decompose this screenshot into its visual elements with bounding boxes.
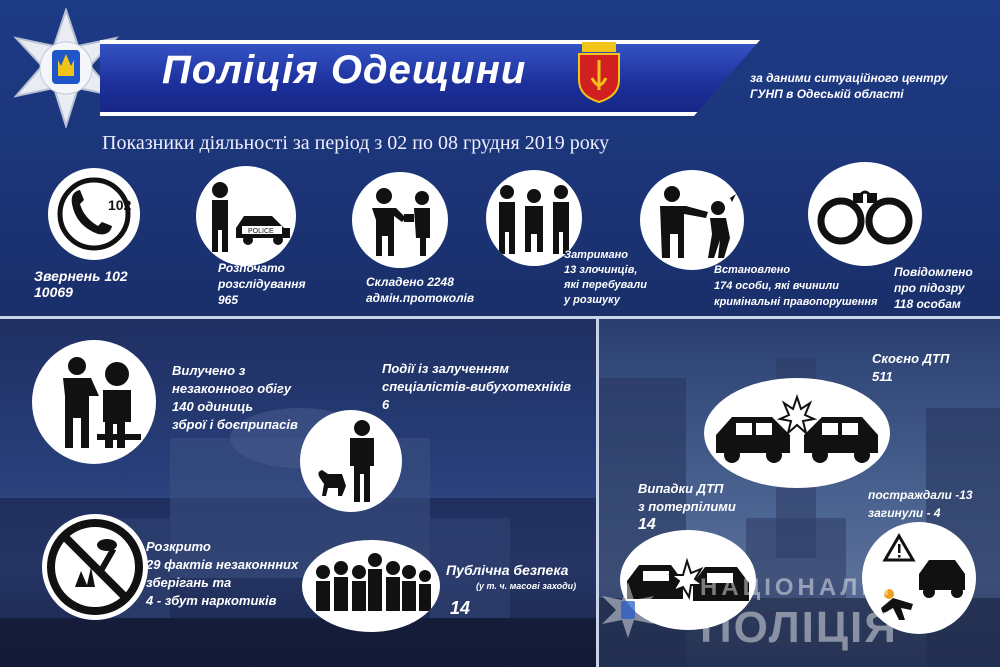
no-drugs-icon [45, 517, 145, 617]
offenders-line: кримінальні правопорушення [714, 296, 878, 308]
crowd-icon [309, 546, 433, 626]
period-heading: Показники діяльності за період з 02 по 08 грудня 2019 року [102, 132, 610, 154]
data-source-note [750, 70, 980, 102]
detained-criminal-icon [491, 178, 577, 258]
detained-label [564, 248, 647, 308]
protocols-circle [352, 172, 448, 268]
weapons-line: Вилучено з [172, 363, 246, 378]
investigations-value: 965 [218, 293, 239, 307]
officer-with-dog-icon [306, 416, 396, 506]
drugs-line: зберігань та [146, 575, 232, 590]
explosives-line: спеціалістів-вибухотехніків [382, 379, 572, 394]
investigations-line: Розпочато [218, 261, 285, 275]
weapons-label [172, 362, 298, 434]
public-safety-title: Публічна безпека [446, 562, 569, 578]
handcuffs-circle [808, 162, 922, 266]
protocols-line: адмін.протоколів [366, 291, 475, 305]
detained-line: у розшуку [564, 294, 620, 306]
explosives-circle [300, 410, 402, 512]
suspicion-label [894, 264, 973, 312]
svg-text:POLICE: POLICE [248, 228, 274, 235]
calls-title: Звернень 102 [34, 268, 128, 284]
calls-value: 10069 [34, 284, 73, 300]
car-crash-icon [710, 393, 884, 473]
detained-line: 13 злочинців, [564, 264, 638, 276]
watermark-line: НАЦІОНАЛЬНА [700, 574, 926, 601]
protocols-line: Складено 2248 [366, 275, 454, 289]
car-crash-circle [704, 378, 890, 488]
accidents-value: 511 [872, 369, 893, 384]
svg-text:102: 102 [108, 197, 132, 213]
public-safety-circle [302, 540, 440, 632]
casualties-label [868, 486, 973, 522]
weapons-line: зброї і боєприпасів [172, 417, 298, 432]
section-divider [0, 316, 1000, 319]
detained-line: Затримано [564, 249, 629, 261]
odesa-coat-of-arms [574, 42, 624, 104]
weapons-line: 140 одиниць [172, 399, 254, 414]
phone-102-circle [48, 168, 140, 260]
accidents-label [872, 350, 949, 386]
public-safety-note: (у т. ч. масові заходи) [476, 581, 577, 591]
source-line: ГУНП в Одеській області [750, 87, 904, 101]
offenders-label [714, 262, 878, 310]
explosives-label [382, 360, 571, 414]
drugs-circle [42, 514, 148, 620]
suspicion-line: Повідомлено [894, 265, 973, 279]
accidents-title: Скоєно ДТП [872, 351, 950, 366]
casualties-line: постраждали -13 [868, 488, 973, 502]
investigations-label [218, 260, 306, 308]
offenders-line: 174 особи, які вчинили [714, 280, 839, 292]
source-line: за даними ситуаційного центру [750, 71, 948, 85]
drugs-label [146, 538, 298, 610]
calls-label [34, 268, 128, 300]
injured-cases-label [638, 480, 736, 534]
suspicion-line: про підозру [894, 281, 965, 295]
page-title: Поліція Одещини [162, 48, 527, 92]
watermark-line: ПОЛІЦІЯ [700, 603, 898, 652]
investigations-line: розслідування [218, 277, 306, 291]
officer-with-detainee-icon [39, 352, 149, 452]
injured-cases-line: з потерпілими [638, 499, 736, 514]
injured-cases-line: Випадки ДТП [638, 481, 724, 496]
police-watermark-emblem [598, 580, 658, 640]
drugs-line: Розкрито [146, 539, 211, 554]
public-safety-label [446, 562, 576, 616]
drugs-line: 29 фактів незаконнних [146, 557, 299, 572]
suspicion-value: 118 особам [894, 297, 961, 311]
phone-icon [54, 174, 134, 254]
weapons-line: незаконного обігу [172, 381, 292, 396]
national-police-watermark [700, 568, 926, 652]
police-officer-car-icon [198, 176, 294, 256]
offenders-line: Встановлено [714, 264, 791, 276]
casualties-line: загинули - 4 [868, 506, 941, 520]
drugs-line: 4 - збут наркотиків [146, 593, 277, 608]
arrest-icon [646, 178, 738, 262]
explosives-value: 6 [382, 397, 390, 412]
police-car-circle [196, 166, 296, 266]
injured-cases-value: 14 [638, 516, 656, 533]
weapons-circle [32, 340, 156, 464]
detained-line: які перебували [564, 279, 647, 291]
public-safety-value: 14 [450, 598, 471, 618]
handcuffs-icon [815, 179, 915, 249]
officer-writing-icon [358, 180, 442, 260]
explosives-line: Події із залученням [382, 361, 509, 376]
offenders-circle [640, 170, 744, 270]
protocols-label [366, 274, 474, 306]
